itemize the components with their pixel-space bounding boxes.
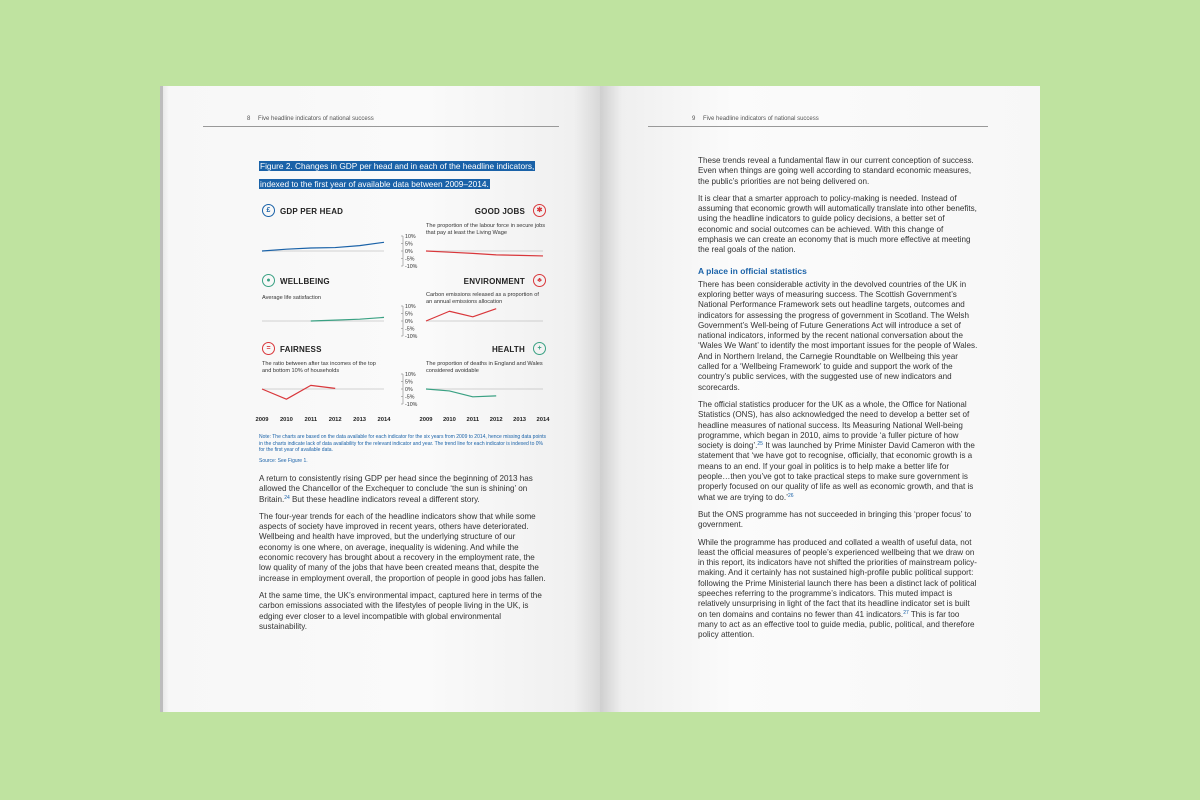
y-tick-label: 0% xyxy=(405,386,413,393)
series-line-tree xyxy=(426,309,496,321)
panel-desc-environment: Carbon emissions released as a proportion of an annual emissions allocation xyxy=(426,292,539,305)
section-heading: A place in official statistics xyxy=(698,265,807,276)
y-tick-label: 0% xyxy=(405,248,413,255)
right-column xyxy=(698,156,980,647)
panel-label-environment: ENVIRONMENT xyxy=(463,277,525,286)
wellbeing-icon: ● xyxy=(262,274,275,287)
running-head-left xyxy=(247,116,374,122)
pound-icon: £ xyxy=(262,204,275,217)
panel-desc-good-jobs: The proportion of the labour force in secure jobs that pay at least the Living Wage xyxy=(426,223,546,236)
running-head-rule xyxy=(648,126,988,127)
footnote-ref[interactable]: 26 xyxy=(787,492,794,499)
equals-icon: = xyxy=(262,342,275,355)
x-tick-label: 2009 xyxy=(419,417,433,423)
panel-label-fairness: FAIRNESS xyxy=(280,345,322,354)
paragraph: But the ONS programme has not succeeded in bringing this ‘proper focus’ to government. xyxy=(698,509,972,530)
y-tick-label: 0% xyxy=(405,318,413,325)
x-tick-label: 2011 xyxy=(304,417,318,423)
y-tick-label: 10% xyxy=(405,303,416,310)
cross-icon: + xyxy=(533,342,546,355)
figure-title-block xyxy=(259,156,549,192)
paragraph: It is clear that a smarter approach to policy-making is needed. Instead of assuming that economic growth will automatically translate into other benefits, using the headline indicators to guide policy decisions, a better set of economic and social outcomes can be achieved. With this change of emphasis we can create an economy that is much more effective at meeting the real goals of the nation. xyxy=(698,193,977,255)
series-line-gear xyxy=(426,251,543,256)
series-line-cross xyxy=(426,389,496,397)
series-line-wellbeing xyxy=(311,317,384,321)
y-tick-label: 5% xyxy=(405,241,413,248)
right-page xyxy=(600,86,1040,712)
figure-source: Source: See Figure 1. xyxy=(259,457,308,464)
page-number: 9 xyxy=(692,116,696,122)
y-tick-label: 10% xyxy=(405,233,416,240)
x-tick-label: 2010 xyxy=(279,417,293,423)
x-tick-label: 2013 xyxy=(353,417,367,423)
running-head-rule xyxy=(203,126,559,127)
y-tick-label: 10% xyxy=(405,371,416,378)
paragraph: The official statistics producer for the UK as a whole, the Office for National Statistics (ONS), has also acknowledged the need to develop a better set of headline measures of national success. Its Measuring National Well-being programme, which began in 2010, aims to provide ‘a fuller picture of how society is doing’.$^{25}$ It was launched by Prime Minister David Cameron with the statement that ‘we have got to recognise, officially, that economic growth is a means to an end. If your goal in politics is to help make a better life for people…then you’ve got to take practical steps to make sure government is properly focused on our quality of life as well as economic growth, and that is what we are trying to do.’$^{26}$ xyxy=(698,399,975,502)
series-line-equals xyxy=(262,385,335,399)
paragraph: While the programme has produced and collated a wealth of useful data, not least the official measures of people’s experienced wellbeing that we draw on in this report, its indicators have not shifted the priorities of mainstream policy-making. And it certainly has not sustained high-profile public political support: following the Prime Ministerial launch there has been a distinct lack of political speeches referring to the programme’s indicators. This muted impact is relatively unsurprising in light of the fact that its headline indicator set is built on ten domains and contains no fewer than 41 indicators.$^{27}$ This is far too many to act as an effective tool to guide media, public, political, and therefore policy attention. xyxy=(698,537,977,640)
left-page xyxy=(160,86,600,712)
running-head-right xyxy=(692,116,819,122)
paragraph: The four-year trends for each of the headline indicators show that while some aspects of society have improved in recent years, others have deteriorated. Wellbeing and health have improved, but the underlying structure of our economy is one where, on average, inequality is widening. And while the economic recovery has brought about a recovery in the employment rate, the low quality of many of the jobs that have been created means that, despite the increase in employment overall, the proportion of people in good jobs has fallen. xyxy=(259,511,546,583)
paragraph: There has been considerable activity in the devolved countries of the UK in exploring better ways of measuring success. The Scottish Government’s National Performance Framework sets out headline targets, outcomes and indicators for assessing the progress of government in Scotland. The Welsh Government’s Well-being of Future Generations Act will introduce a set of national indicators, informed by the recent national conversation about the ‘Wales We Want’ to identify the most important issues for the people of Wales. And in Northern Ireland, the Carnegie Roundtable on Wellbeing this year called for a ‘Wellbeing Framework’ to guide and support the work of the country’s public services, with the suggested use of new indicators and scorecards. xyxy=(698,279,978,392)
panel-label-wellbeing: WELLBEING xyxy=(280,277,330,286)
series-line-pound xyxy=(262,242,384,251)
footnote-ref[interactable]: 24 xyxy=(284,494,290,501)
y-tick-label: -5% xyxy=(405,326,415,333)
x-tick-label: 2009 xyxy=(255,417,269,423)
paragraph: A return to consistently rising GDP per head since the beginning of 2013 has allowed the Chancellor of the Exchequer to conclude ‘the sun is shining’ on Britain.$^{24}$ But these headline indicators reveal a different story. xyxy=(259,474,533,504)
y-tick-label: 5% xyxy=(405,311,413,318)
paragraph: These trends reveal a fundamental flaw in our current conception of success. Even when things are going well according to standard economic measures, the public’s priorities are not being delivered on. xyxy=(698,156,974,186)
running-head-title: Five headline indicators of national success xyxy=(258,116,374,122)
tree-icon: ♣ xyxy=(533,274,546,287)
running-head-title: Five headline indicators of national success xyxy=(703,116,819,122)
paragraph: At the same time, the UK’s environmental impact, captured here in terms of the carbon emissions associated with the lifestyles of people living in the UK, is edging ever closer to a level incompatible with global environmental sustainability. xyxy=(259,590,542,631)
x-tick-label: 2013 xyxy=(513,417,527,423)
left-column xyxy=(255,156,550,639)
x-tick-label: 2014 xyxy=(377,417,391,423)
y-tick-label: -10% xyxy=(405,333,418,340)
gear-icon: ✱ xyxy=(533,204,546,217)
y-tick-label: 5% xyxy=(405,379,413,386)
panel-desc-fairness: The ratio between after tax incomes of the top and bottom 10% of households xyxy=(262,361,376,374)
footnote-ref[interactable]: 27 xyxy=(903,609,909,616)
panel-desc-health: The proportion of deaths in England and Wales considered avoidable xyxy=(426,361,543,374)
x-tick-label: 2012 xyxy=(489,417,503,423)
x-tick-label: 2014 xyxy=(536,417,550,423)
open-book xyxy=(160,86,1040,712)
left-body-text xyxy=(259,474,547,632)
y-tick-label: -5% xyxy=(405,256,415,263)
panel-label-good-jobs: GOOD JOBS xyxy=(474,207,525,216)
x-tick-label: 2011 xyxy=(466,417,480,423)
right-body-text xyxy=(698,280,980,641)
x-tick-label: 2010 xyxy=(442,417,456,423)
y-tick-label: -5% xyxy=(405,394,415,401)
y-tick-label: -10% xyxy=(405,401,418,408)
y-tick-label: -10% xyxy=(405,263,418,270)
x-tick-label: 2012 xyxy=(328,417,342,423)
panel-label-gdp: GDP PER HEAD xyxy=(280,207,344,216)
panel-desc-wellbeing: Average life satisfaction xyxy=(262,295,321,301)
page-number: 8 xyxy=(247,116,251,122)
panel-label-health: HEALTH xyxy=(491,345,525,354)
figure-panels xyxy=(255,198,550,430)
footnote-ref[interactable]: 25 xyxy=(757,441,763,448)
figure-title: Figure 2. Changes in GDP per head and in each of the headline indicators, indexed to the first year of available data between 2009–2014. xyxy=(260,161,535,189)
figure-note: Note: The charts are based on the data available for each indicator for the six years from 2009 to 2014, hence missing data points in the charts indicate lack of data availability for the relevant indicator and year. The trend line for each indicator is indexed to 0% for the first year of available data. xyxy=(259,434,547,453)
figure-chart-svg xyxy=(255,198,550,430)
